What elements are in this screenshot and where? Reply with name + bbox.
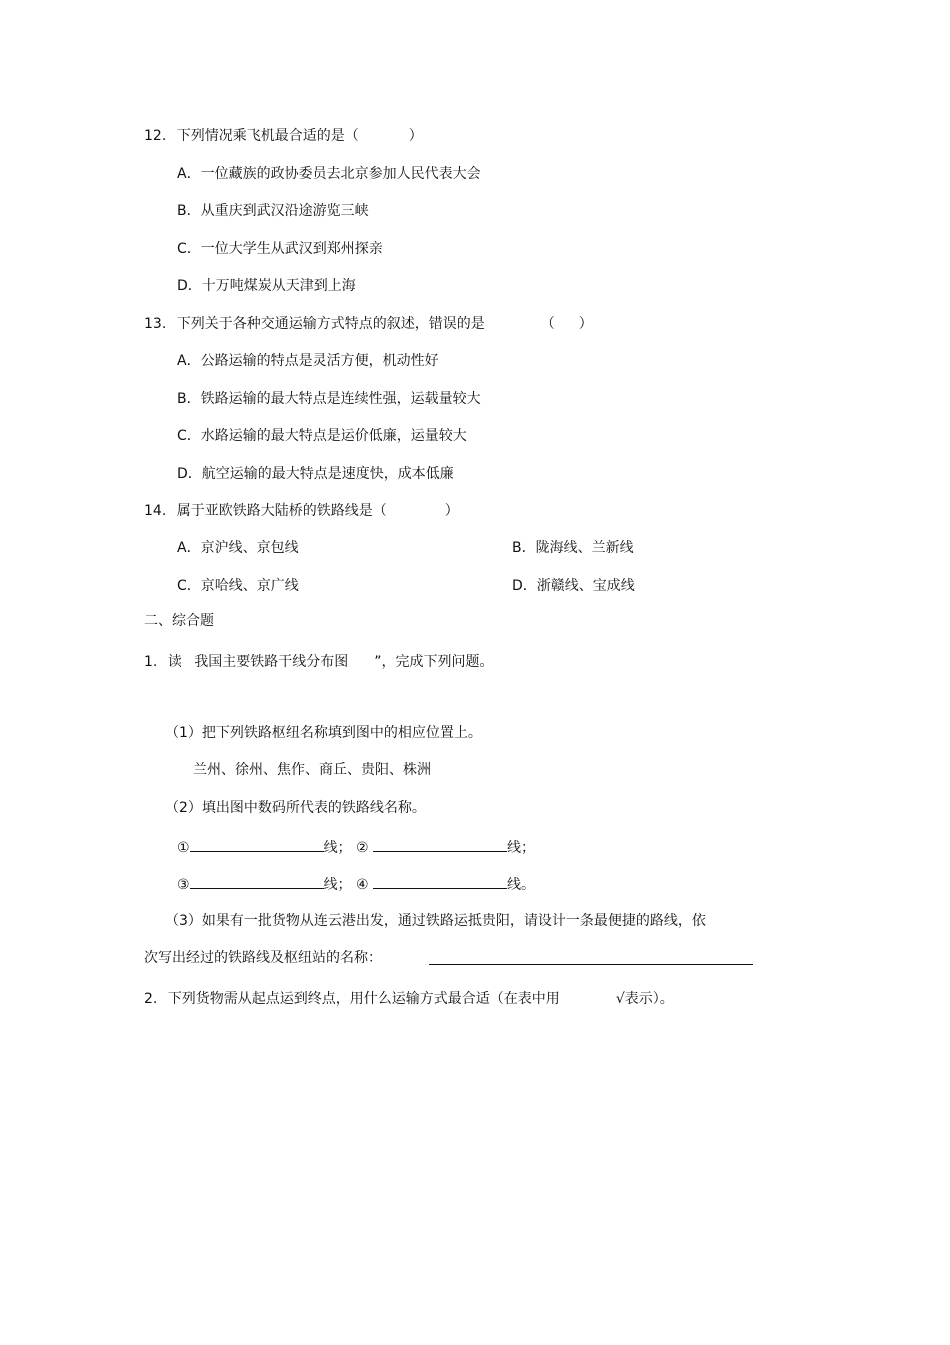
option-a: A．公路运输的特点是灵活方便，机动性好 [177,353,439,369]
fill-row-2: ③ 线； ④ 线。 [177,873,535,895]
option-c: C．水路运输的最大特点是运价低廉，运量较大 [177,428,467,444]
question-number: 14. [144,503,167,519]
option-b: B．从重庆到武汉沿途游览三峡 [177,203,369,219]
question-stem: 下列关于各种交通运输方式特点的叙述，错误的是 [176,316,485,332]
sub-question-3: （3）如果有一批货物从连云港出发，通过铁路运抵贵阳，请设计一条最便捷的路线，依 [165,913,706,929]
answer-paren-open: （ [540,316,555,332]
sub-question-1: （1）把下列铁路枢纽名称填到图中的相应位置上。 [165,725,482,741]
answer-paren-close: ） [578,316,593,332]
option-b: B．陇海线、兰新线 [512,540,634,556]
comprehensive-question-2: 2. 下列货物需从起点运到终点，用什么运输方式最合适（在表中用 √表示）。 [144,991,674,1007]
option-d: D．十万吨煤炭从天津到上海 [177,278,356,294]
question-stem: 属于亚欧铁路大陆桥的铁路线是（ [176,503,387,519]
question-number: 2. [144,991,158,1007]
question-number: 12. [144,128,167,144]
answer-blank-4[interactable] [373,873,507,889]
question-13 [144,314,593,334]
sub-question-3-continued: 次写出经过的铁路线及枢纽站的名称： [144,950,382,966]
answer-paren-close: ） [408,128,423,144]
answer-blank-3[interactable] [190,873,324,889]
option-a: A．京沪线、京包线 [177,540,299,556]
route-answer-blank[interactable] [429,964,753,965]
answer-blank-2[interactable] [373,836,507,852]
answer-blank-1[interactable] [190,836,324,852]
option-d: D．浙赣线、宝成线 [512,578,635,594]
option-c: C．一位大学生从武汉到郑州探亲 [177,241,383,257]
figure-title: 我国主要铁路干线分布图 [194,654,349,670]
option-d: D．航空运输的最大特点是速度快，成本低廉 [177,466,454,482]
option-a: A．一位藏族的政协委员去北京参加人民代表大会 [177,166,481,182]
comprehensive-question-1: 1. 读 我国主要铁路干线分布图 ”，完成下列问题。 [144,654,494,670]
question-12 [144,126,423,146]
hub-name-list: 兰州、徐州、焦作、商丘、贵阳、株洲 [193,762,431,778]
question-number: 13. [144,316,167,332]
option-b: B．铁路运输的最大特点是连续性强，运载量较大 [177,391,481,407]
sub-question-2: （2）填出图中数码所代表的铁路线名称。 [165,800,426,816]
option-c: C．京哈线、京广线 [177,578,299,594]
question-number: 1. [144,654,158,670]
fill-row-1: ① 线； ② 线； [177,836,535,858]
question-14 [144,501,459,521]
answer-paren-close: ） [444,503,459,519]
section-heading: 二、综合题 [144,613,214,629]
question-stem: 下列情况乘飞机最合适的是（ [176,128,359,144]
